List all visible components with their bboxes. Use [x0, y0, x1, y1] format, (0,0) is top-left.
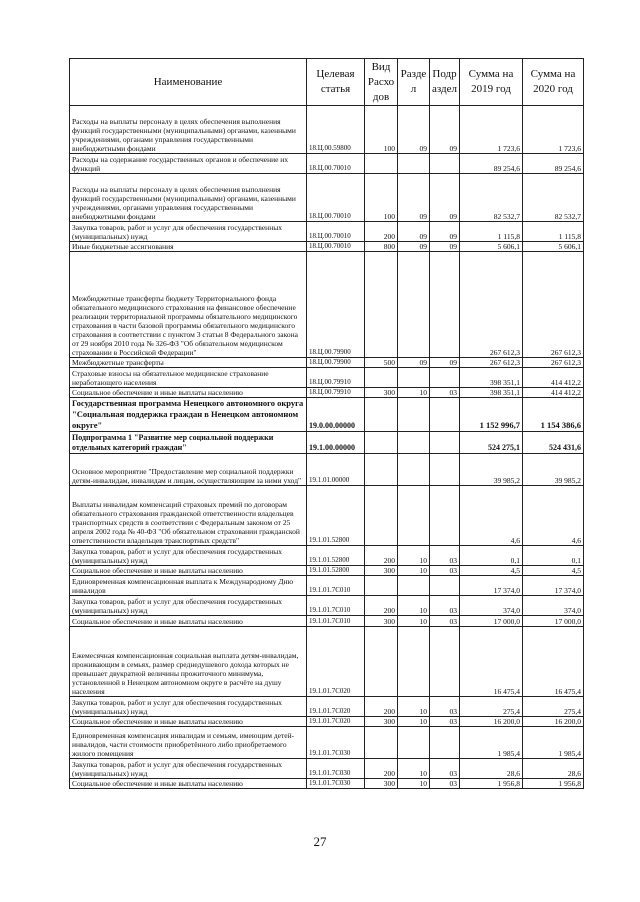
- header-sum-2020: Сумма на 2020 год: [523, 59, 584, 106]
- table-row: [70, 616, 584, 627]
- row-razdel: [398, 576, 430, 596]
- row-target: 18.Ц.00.70010: [307, 154, 365, 174]
- row-razdel: 09: [398, 174, 430, 222]
- row-razdel: [398, 454, 430, 486]
- row-sum-2019: 398 351,1: [460, 388, 523, 398]
- row-podrazdel: 09: [430, 106, 460, 154]
- row-vid: 300: [365, 779, 398, 789]
- row-sum-2020: 1 985,4: [523, 727, 584, 759]
- row-sum-2019: 374,0: [460, 596, 523, 616]
- row-vid: 100: [365, 106, 398, 154]
- row-vid: [365, 727, 398, 759]
- row-sum-2019: 39 985,2: [460, 454, 523, 486]
- row-target: 19.1.01.7С010: [307, 616, 365, 627]
- row-razdel: [398, 252, 430, 358]
- table-row: [70, 154, 584, 174]
- row-vid: 300: [365, 566, 398, 576]
- header-name: Наименование: [70, 59, 307, 106]
- row-razdel: [398, 727, 430, 759]
- row-sum-2019: 1 985,4: [460, 727, 523, 759]
- row-razdel: 10: [398, 717, 430, 727]
- row-podrazdel: [430, 727, 460, 759]
- row-sum-2020: 374,0: [523, 596, 584, 616]
- row-name: Выплаты инвалидам компенсаций страховых премий по договорам обязательного страхования гражданской ответственности владельцев транспортных средств в соответствии с Федеральным законом от 25 апреля 2002 года № 40-ФЗ "Об обязательном страховании гражданской ответственности владельцев транспортных средств": [70, 486, 307, 546]
- row-target: 18.Ц.00.79900: [307, 358, 365, 368]
- row-razdel: 10: [398, 546, 430, 566]
- row-podrazdel: 03: [430, 717, 460, 727]
- row-sum-2019: 82 532,7: [460, 174, 523, 222]
- row-target: 19.1.00.00000: [307, 432, 365, 454]
- row-sum-2020: 0,1: [523, 546, 584, 566]
- row-razdel: [398, 154, 430, 174]
- page-number: 27: [313, 834, 327, 849]
- header-sum-2019: Сумма на 2019 год: [460, 59, 523, 106]
- row-podrazdel: 03: [430, 759, 460, 779]
- row-sum-2020: 414 412,2: [523, 368, 584, 388]
- row-razdel: 09: [398, 222, 430, 242]
- row-sum-2019: 17 374,0: [460, 576, 523, 596]
- row-sum-2020: 524 431,6: [523, 432, 584, 454]
- row-podrazdel: [430, 154, 460, 174]
- row-target: 18.Ц.00.59800: [307, 106, 365, 154]
- row-vid: 200: [365, 697, 398, 717]
- table-row: [70, 576, 584, 596]
- row-sum-2019: 4,5: [460, 566, 523, 576]
- row-target: 18.Ц.00.79900: [307, 252, 365, 358]
- row-vid: [365, 627, 398, 697]
- row-name: Расходы на выплаты персоналу в целях обеспечения выполнения функций государственными (муниципальными) органами, казенными учреждениями, органами управления государственными внебюджетными фондами: [70, 174, 307, 222]
- row-vid: 300: [365, 717, 398, 727]
- row-sum-2020: 267 612,3: [523, 358, 584, 368]
- row-podrazdel: [430, 627, 460, 697]
- row-name: Социальное обеспечение и иные выплаты населению: [70, 717, 307, 727]
- table-row: [70, 242, 584, 252]
- table-row: [70, 398, 584, 432]
- row-razdel: 10: [398, 616, 430, 627]
- row-sum-2019: 275,4: [460, 697, 523, 717]
- row-sum-2020: 267 612,3: [523, 252, 584, 358]
- row-vid: [365, 454, 398, 486]
- row-sum-2019: 267 612,3: [460, 252, 523, 358]
- row-podrazdel: 09: [430, 222, 460, 242]
- row-name: Единовременная компенсация инвалидам и семьям, имеющим детей-инвалидов, части стоимости приобретённого либо приобретаемого жилого помещения: [70, 727, 307, 759]
- row-sum-2020: 4,6: [523, 486, 584, 546]
- row-name: Межбюджетные трансферты: [70, 358, 307, 368]
- table-row: [70, 454, 584, 486]
- row-name: Основное мероприятие "Предоставление мер социальной поддержки детям-инвалидам, инвалидам и лицам, осуществляющим за ними уход": [70, 454, 307, 486]
- row-razdel: 09: [398, 242, 430, 252]
- row-sum-2019: 0,1: [460, 546, 523, 566]
- row-sum-2020: 1 723,6: [523, 106, 584, 154]
- row-name: Социальное обеспечение и иные выплаты населению: [70, 616, 307, 627]
- row-name: Социальное обеспечение и иные выплаты населению: [70, 388, 307, 398]
- row-sum-2020: 39 985,2: [523, 454, 584, 486]
- table-row: [70, 432, 584, 454]
- row-vid: [365, 432, 398, 454]
- row-sum-2019: 28,6: [460, 759, 523, 779]
- row-target: 19.1.01.52800: [307, 486, 365, 546]
- row-name: Страховые взносы на обязательное медицинское страхование неработающего населения: [70, 368, 307, 388]
- row-vid: 200: [365, 222, 398, 242]
- table-body: [70, 106, 584, 789]
- row-target: 19.1.01.7С020: [307, 697, 365, 717]
- table-row: [70, 546, 584, 566]
- table-row: [70, 697, 584, 717]
- row-vid: 200: [365, 596, 398, 616]
- row-name: Подпрограмма 1 "Развитие мер социальной поддержки отдельных категорий граждан": [70, 432, 307, 454]
- row-podrazdel: 03: [430, 697, 460, 717]
- row-sum-2019: 267 612,3: [460, 358, 523, 368]
- row-sum-2020: 1 115,8: [523, 222, 584, 242]
- row-target: 19.1.01.7С010: [307, 576, 365, 596]
- row-name: Закупка товаров, работ и услуг для обеспечения государственных (муниципальных) нужд: [70, 222, 307, 242]
- table-row: [70, 717, 584, 727]
- row-target: 19.1.01.7С030: [307, 727, 365, 759]
- row-sum-2020: 5 606,1: [523, 242, 584, 252]
- row-sum-2019: 17 000,0: [460, 616, 523, 627]
- row-name: Иные бюджетные ассигнования: [70, 242, 307, 252]
- header-row: [70, 59, 584, 106]
- budget-table: [69, 58, 584, 789]
- row-name: Социальное обеспечение и иные выплаты населению: [70, 779, 307, 789]
- table-row: [70, 566, 584, 576]
- row-name: Государственная программа Ненецкого автономного округа "Социальная поддержка граждан в Ненецком автономном округе": [70, 398, 307, 432]
- row-target: 19.1.01.7С020: [307, 717, 365, 727]
- row-sum-2019: 4,6: [460, 486, 523, 546]
- row-podrazdel: 09: [430, 358, 460, 368]
- row-vid: [365, 368, 398, 388]
- row-target: 18.Ц.00.70010: [307, 222, 365, 242]
- row-sum-2019: 1 956,8: [460, 779, 523, 789]
- row-target: 19.1.01.52800: [307, 546, 365, 566]
- row-vid: 800: [365, 242, 398, 252]
- row-sum-2020: 16 200,0: [523, 717, 584, 727]
- row-podrazdel: 09: [430, 174, 460, 222]
- row-target: 19.1.01.7С030: [307, 759, 365, 779]
- row-podrazdel: [430, 398, 460, 432]
- row-sum-2020: 4,5: [523, 566, 584, 576]
- row-vid: [365, 252, 398, 358]
- row-target: 18.Ц.00.79910: [307, 388, 365, 398]
- row-podrazdel: [430, 252, 460, 358]
- row-target: 19.1.01.00000: [307, 454, 365, 486]
- table-row: [70, 358, 584, 368]
- row-sum-2020: 414 412,2: [523, 388, 584, 398]
- row-podrazdel: 03: [430, 779, 460, 789]
- row-sum-2020: 1 154 386,6: [523, 398, 584, 432]
- row-razdel: 10: [398, 388, 430, 398]
- table-row: [70, 759, 584, 779]
- row-name: Расходы на выплаты персоналу в целях обеспечения выполнения функций государственными (муниципальными) органами, казенными учреждениями, органами управления государственными внебюджетными фондами: [70, 106, 307, 154]
- row-podrazdel: [430, 486, 460, 546]
- table-row: [70, 222, 584, 242]
- table-row: [70, 627, 584, 697]
- row-name: Ежемесячная компенсационная социальная выплата детям-инвалидам, проживающим в семьях, размер среднедушевого дохода которых не превышает двукратной величины прожиточного минимума, установленной в Ненецком автономном округе в расчёте на душу населения: [70, 627, 307, 697]
- row-vid: 300: [365, 616, 398, 627]
- row-name: Единовременная компенсационная выплата к Международному Дню инвалидов: [70, 576, 307, 596]
- row-vid: 200: [365, 546, 398, 566]
- row-razdel: 10: [398, 759, 430, 779]
- header-vid: Вид Расхо дов: [365, 59, 398, 106]
- row-sum-2019: 398 351,1: [460, 368, 523, 388]
- row-sum-2019: 89 254,6: [460, 154, 523, 174]
- row-target: 19.1.01.7С030: [307, 779, 365, 789]
- row-vid: [365, 576, 398, 596]
- row-vid: [365, 486, 398, 546]
- row-razdel: [398, 432, 430, 454]
- row-target: 19.1.01.7С020: [307, 627, 365, 697]
- row-vid: 200: [365, 759, 398, 779]
- row-vid: [365, 154, 398, 174]
- row-razdel: [398, 368, 430, 388]
- row-name: Закупка товаров, работ и услуг для обеспечения государственных (муниципальных) нужд: [70, 759, 307, 779]
- row-vid: 500: [365, 358, 398, 368]
- row-target: 19.1.01.7С010: [307, 596, 365, 616]
- row-name: Закупка товаров, работ и услуг для обеспечения государственных (муниципальных) нужд: [70, 697, 307, 717]
- row-sum-2019: 16 200,0: [460, 717, 523, 727]
- row-podrazdel: [430, 368, 460, 388]
- table-row: [70, 596, 584, 616]
- row-sum-2020: 82 532,7: [523, 174, 584, 222]
- table-row: [70, 388, 584, 398]
- row-sum-2019: 1 152 996,7: [460, 398, 523, 432]
- row-sum-2020: 17 000,0: [523, 616, 584, 627]
- row-sum-2020: 275,4: [523, 697, 584, 717]
- row-sum-2019: 5 606,1: [460, 242, 523, 252]
- row-sum-2020: 16 475,4: [523, 627, 584, 697]
- row-name: Межбюджетные трансферты бюджету Территориального фонда обязательного медицинского страхования на финансовое обеспечение реализации территориальной программы обязательного медицинского страхования в части базовой программы обязательного медицинского страхования в соответствии с пунктом 3 статьи 8 Федерального закона от 29 ноября 2010 года № 326-ФЗ "Об обязательном медицинском страховании в Российской Федерации": [70, 252, 307, 358]
- header-razdel: Разде л: [398, 59, 430, 106]
- table-row: [70, 252, 584, 358]
- table-row: [70, 106, 584, 154]
- row-razdel: [398, 398, 430, 432]
- row-razdel: 09: [398, 358, 430, 368]
- row-podrazdel: [430, 576, 460, 596]
- row-target: 18.Ц.00.79910: [307, 368, 365, 388]
- row-target: 18.Ц.00.70010: [307, 174, 365, 222]
- row-razdel: 10: [398, 566, 430, 576]
- row-vid: [365, 398, 398, 432]
- table-row: [70, 486, 584, 546]
- row-podrazdel: 03: [430, 388, 460, 398]
- row-name: Социальное обеспечение и иные выплаты населению: [70, 566, 307, 576]
- row-name: Закупка товаров, работ и услуг для обеспечения государственных (муниципальных) нужд: [70, 596, 307, 616]
- table-row: [70, 368, 584, 388]
- row-sum-2020: 28,6: [523, 759, 584, 779]
- row-sum-2020: 17 374,0: [523, 576, 584, 596]
- row-vid: 300: [365, 388, 398, 398]
- row-sum-2019: 524 275,1: [460, 432, 523, 454]
- row-razdel: 10: [398, 779, 430, 789]
- row-razdel: 10: [398, 596, 430, 616]
- row-podrazdel: 03: [430, 566, 460, 576]
- row-target: 18.Ц.00.70010: [307, 242, 365, 252]
- row-vid: 100: [365, 174, 398, 222]
- row-target: 19.1.01.52800: [307, 566, 365, 576]
- row-podrazdel: [430, 454, 460, 486]
- row-podrazdel: 03: [430, 616, 460, 627]
- row-podrazdel: 03: [430, 546, 460, 566]
- row-sum-2019: 1 723,6: [460, 106, 523, 154]
- table-row: [70, 174, 584, 222]
- row-name: Расходы на содержание государственных органов и обеспечение их функций: [70, 154, 307, 174]
- row-sum-2020: 89 254,6: [523, 154, 584, 174]
- row-razdel: 10: [398, 697, 430, 717]
- row-sum-2019: 1 115,8: [460, 222, 523, 242]
- row-name: Закупка товаров, работ и услуг для обеспечения государственных (муниципальных) нужд: [70, 546, 307, 566]
- table-row: [70, 779, 584, 789]
- row-razdel: [398, 486, 430, 546]
- header-target: Целевая статья: [307, 59, 365, 106]
- table-row: [70, 727, 584, 759]
- header-podrazdel: Подр аздел: [430, 59, 460, 106]
- row-podrazdel: 03: [430, 596, 460, 616]
- row-sum-2020: 1 956,8: [523, 779, 584, 789]
- row-target: 19.0.00.00000: [307, 398, 365, 432]
- row-podrazdel: 09: [430, 242, 460, 252]
- row-sum-2019: 16 475,4: [460, 627, 523, 697]
- row-podrazdel: [430, 432, 460, 454]
- row-razdel: 09: [398, 106, 430, 154]
- row-razdel: [398, 627, 430, 697]
